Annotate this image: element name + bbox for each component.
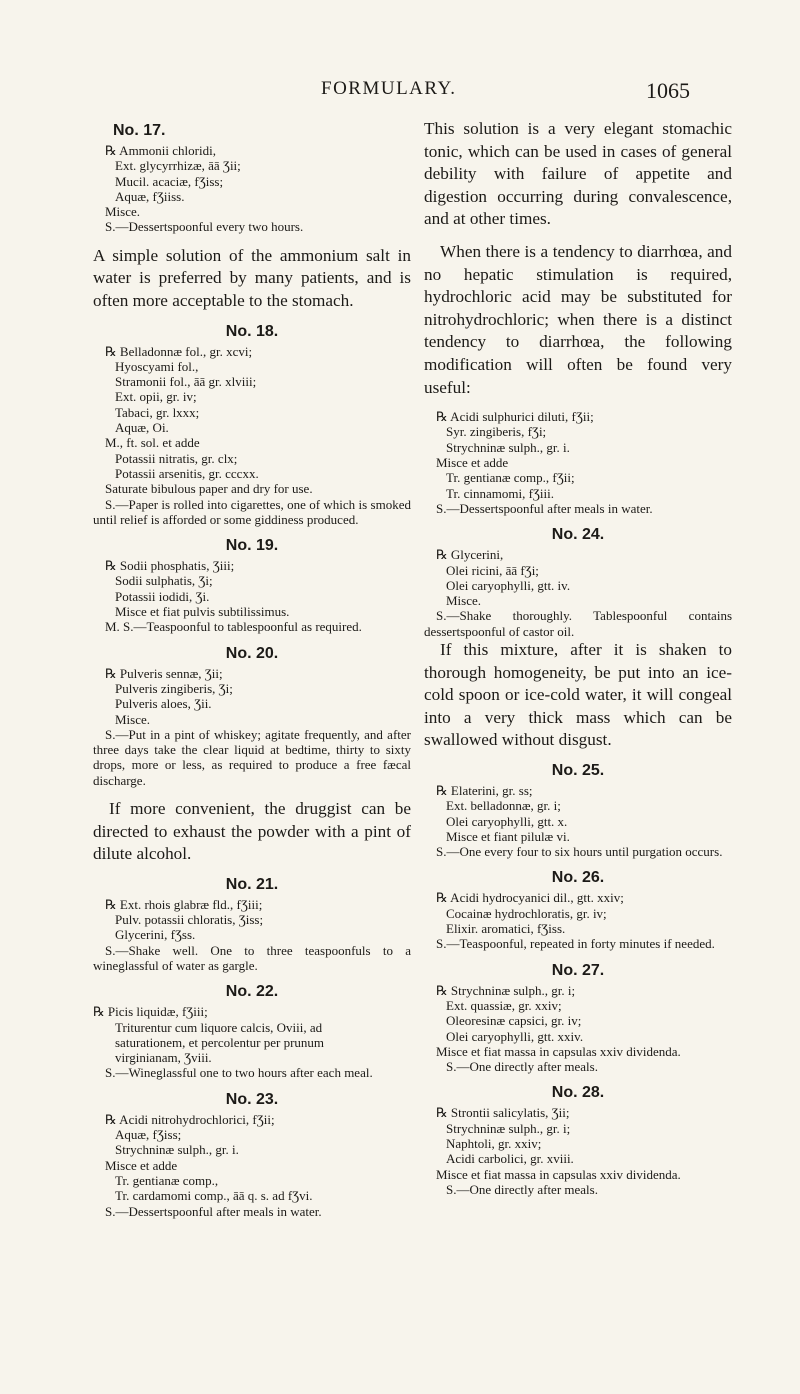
formula-signa: S.—One every four to six hours until purgation occurs. bbox=[436, 844, 723, 860]
page-number: 1065 bbox=[646, 78, 690, 103]
formula-heading: No. 17. bbox=[113, 122, 166, 139]
formula-line: Tr. gentianæ comp., bbox=[115, 1172, 219, 1188]
body-paragraph: If more convenient, the druggist can be directed to exhaust the powder with a pint of dilute alcohol. bbox=[93, 798, 411, 864]
formula-heading: No. 21. bbox=[225, 875, 279, 893]
body-paragraph: When there is a tendency to diarrhœa, and no hepatic stimulation is required, hydrochloric acid may be substituted for nitrohydrochloric; when there is a distinct tendency to diarrhœa, the following modification will often be found very useful: bbox=[424, 241, 732, 397]
formula-line: S.—Dessertspoonful after meals in water. bbox=[436, 500, 653, 516]
formula-line: ℞ Picis liquidæ, fƷiii; bbox=[93, 1004, 208, 1020]
formula-line: Stramonii fol., āā gr. xlviii; bbox=[115, 374, 257, 390]
formula-line: Tabaci, gr. lxxx; bbox=[115, 404, 200, 420]
formula-line: M., ft. sol. et adde bbox=[105, 435, 200, 451]
formula-19 bbox=[93, 558, 411, 619]
formula-line: Pulveris zingiberis, Ʒi; bbox=[115, 680, 233, 696]
formula-line: S.—One directly after meals. bbox=[446, 1059, 598, 1075]
formula-line: Acidi carbolici, gr. xviii. bbox=[446, 1151, 574, 1167]
formula-17 bbox=[93, 143, 411, 235]
formula-line: Ext. quassiæ, gr. xxiv; bbox=[446, 997, 562, 1013]
formula-line: Strychninæ sulph., gr. i; bbox=[446, 1120, 571, 1136]
running-title: FORMULARY. bbox=[321, 78, 457, 99]
formula-line: Misce. bbox=[446, 593, 482, 609]
formula-signa: S.—Shake well. One to three teaspoonfuls to a wineglassful of water as gargle. bbox=[93, 942, 411, 973]
formula-line: Tr. cinnamomi, fƷiii. bbox=[446, 485, 555, 501]
body-paragraph: If this mixture, after it is shaken to thorough homogeneity, be put into an ice-cold spoon or ice-cold water, it will congeal into a very thick mass which can be swallowed without disgust. bbox=[424, 639, 732, 750]
formula-heading: No. 19. bbox=[225, 537, 279, 555]
formula-line: Misce et fiat pulvis subtilissimus. bbox=[115, 604, 290, 620]
formula-line: Misce. bbox=[115, 711, 151, 727]
formula-line: Potassii nitratis, gr. clx; bbox=[115, 450, 238, 466]
left-column bbox=[93, 118, 411, 1219]
formula-line: Hyoscyami fol., bbox=[115, 358, 199, 374]
formula-20 bbox=[93, 666, 411, 727]
formula-line: Potassii arsenitis, gr. cccxx. bbox=[115, 465, 259, 481]
formula-line: ℞ Strontii salicylatis, Ʒii; bbox=[436, 1105, 570, 1121]
formula-line: Aquæ, fƷiiss. bbox=[115, 188, 185, 204]
body-paragraph: This solution is a very elegant stomachic tonic, which can be used in cases of general debility with failure of appetite and digestion occurring during convalescence, and at other times. bbox=[424, 119, 732, 229]
formula-line: Misce et fiat massa in capsulas xxiv dividenda. bbox=[436, 1043, 681, 1059]
formula-line: Misce. bbox=[105, 204, 141, 220]
formula-line: Strychninæ sulph., gr. i. bbox=[446, 439, 570, 455]
formula-25 bbox=[424, 783, 732, 844]
formula-28 bbox=[424, 1105, 732, 1197]
formula-line: Oleoresinæ capsici, gr. iv; bbox=[446, 1013, 582, 1029]
formula-signa: M. S.—Teaspoonful to tablespoonful as required. bbox=[105, 619, 362, 635]
formula-line: Tr. gentianæ comp., fƷii; bbox=[446, 470, 575, 486]
formula-line: Olei caryophylli, gtt. xxiv. bbox=[446, 1028, 584, 1044]
formula-heading: No. 25. bbox=[551, 761, 605, 779]
formula-line: Potassii iodidi, Ʒi. bbox=[115, 588, 210, 604]
formula-line: Triturentur cum liquore calcis, Oviii, ad bbox=[115, 1019, 323, 1035]
page-header bbox=[0, 78, 800, 108]
formula-heading: No. 24. bbox=[551, 526, 605, 544]
body-paragraph: A simple solution of the ammonium salt in water is preferred by many patients, and is often more acceptable to the stomach. bbox=[93, 245, 411, 310]
formula-line: Olei ricini, āā fƷi; bbox=[446, 562, 539, 578]
formula-line: Misce et adde bbox=[105, 1157, 178, 1173]
formula-26 bbox=[424, 890, 732, 936]
formula-line: virginianam, Ʒviii. bbox=[115, 1050, 212, 1066]
formula-heading: No. 28. bbox=[551, 1084, 605, 1102]
formula-line: Aquæ, fƷiss; bbox=[115, 1127, 182, 1143]
formula-line: Ext. glycyrrhizæ, āā Ʒii; bbox=[115, 158, 241, 174]
formula-22 bbox=[93, 1004, 411, 1065]
formula-line: ℞ Acidi hydrocyanici dil., gtt. xxiv; bbox=[436, 890, 624, 906]
formula-line: ℞ Belladonnæ fol., gr. xcvi; bbox=[105, 343, 253, 359]
formula-line: Elixir. aromatici, fƷiss. bbox=[446, 921, 566, 937]
formula-line: Pulveris aloes, Ʒii. bbox=[115, 696, 212, 712]
formula-line: Pulv. potassii chloratis, Ʒiss; bbox=[115, 912, 264, 928]
formula-signa: S.—Wineglassful one to two hours after each meal. bbox=[105, 1065, 373, 1081]
formula-line: Aquæ, Oi. bbox=[115, 420, 169, 436]
formula-27 bbox=[424, 983, 732, 1075]
formula-line: Saturate bibulous paper and dry for use. bbox=[105, 481, 313, 497]
formula-line: ℞ Acidi nitrohydrochlorici, fƷii; bbox=[105, 1111, 275, 1127]
formula-line: ℞ Glycerini, bbox=[436, 547, 504, 563]
formula-line: Syr. zingiberis, fƷi; bbox=[446, 424, 547, 440]
formula-line: ℞ Pulveris sennæ, Ʒii; bbox=[105, 665, 223, 681]
formula-line: Mucil. acaciæ, fƷiss; bbox=[115, 173, 224, 189]
formula-line: ℞ Ammonii chloridi, bbox=[105, 143, 216, 158]
formula-heading: No. 20. bbox=[225, 644, 279, 662]
formula-line: Sodii sulphatis, Ʒi; bbox=[115, 573, 213, 589]
formula-line: S.—Dessertspoonful after meals in water. bbox=[105, 1203, 322, 1219]
formula-line: Olei caryophylli, gtt. x. bbox=[446, 813, 568, 829]
formula-23 bbox=[93, 1112, 411, 1219]
formula-line: Ext. opii, gr. iv; bbox=[115, 389, 197, 405]
formula-line: Misce et fiant pilulæ vi. bbox=[446, 828, 570, 844]
formula-line: Naphtoli, gr. xxiv; bbox=[446, 1136, 542, 1151]
formula-line: S.—One directly after meals. bbox=[446, 1181, 598, 1197]
formula-line: Cocainæ hydrochloratis, gr. iv; bbox=[446, 905, 607, 921]
formula-line: ℞ Ext. rhois glabræ fld., fƷiii; bbox=[105, 896, 263, 912]
formula-23-modification bbox=[424, 409, 732, 516]
formula-line: Olei caryophylli, gtt. iv. bbox=[446, 577, 571, 593]
right-column bbox=[424, 118, 732, 1197]
formula-line: ℞ Strychninæ sulph., gr. i; bbox=[436, 982, 576, 998]
formula-line: Misce et fiat massa in capsulas xxiv dividenda. bbox=[436, 1166, 681, 1182]
formula-signa: S.—Paper is rolled into cigarettes, one of which is smoked until relief is afforded or some giddiness produced. bbox=[93, 496, 411, 527]
formula-line: Misce et adde bbox=[436, 455, 509, 471]
formula-heading: No. 23. bbox=[225, 1090, 279, 1108]
formula-signa: S.—Put in a pint of whiskey; agitate frequently, and after three days take the clear liquid at bedtime, thirty to sixty drops, more or less, as required to produce a free fæcal discharge. bbox=[93, 726, 411, 788]
formula-line: saturationem, et percolentur per prunum bbox=[115, 1034, 325, 1050]
formula-heading: No. 22. bbox=[225, 983, 279, 1001]
formula-line: ℞ Sodii phosphatis, Ʒiii; bbox=[105, 558, 235, 574]
formula-signa: S.—Teaspoonful, repeated in forty minutes if needed. bbox=[436, 936, 715, 952]
formula-heading: No. 26. bbox=[551, 869, 605, 887]
formula-line: Ext. belladonnæ, gr. i; bbox=[446, 798, 561, 814]
formula-line: S.—Dessertspoonful every two hours. bbox=[105, 219, 304, 235]
formula-line: Glycerini, fƷss. bbox=[115, 927, 196, 943]
formula-signa: S.—Shake thoroughly. Tablespoonful contains dessertspoonful of castor oil. bbox=[424, 608, 732, 639]
formula-heading: No. 27. bbox=[551, 961, 605, 979]
formula-24 bbox=[424, 547, 732, 608]
formula-21 bbox=[93, 897, 411, 943]
formula-line: ℞ Acidi sulphurici diluti, fƷii; bbox=[436, 409, 594, 425]
formula-heading: No. 18. bbox=[225, 322, 279, 340]
formula-line: Tr. cardamomi comp., āā q. s. ad fƷvi. bbox=[115, 1188, 313, 1204]
formula-18 bbox=[93, 344, 411, 497]
formula-line: Strychninæ sulph., gr. i. bbox=[115, 1142, 239, 1158]
formula-line: ℞ Elaterini, gr. ss; bbox=[436, 782, 533, 798]
